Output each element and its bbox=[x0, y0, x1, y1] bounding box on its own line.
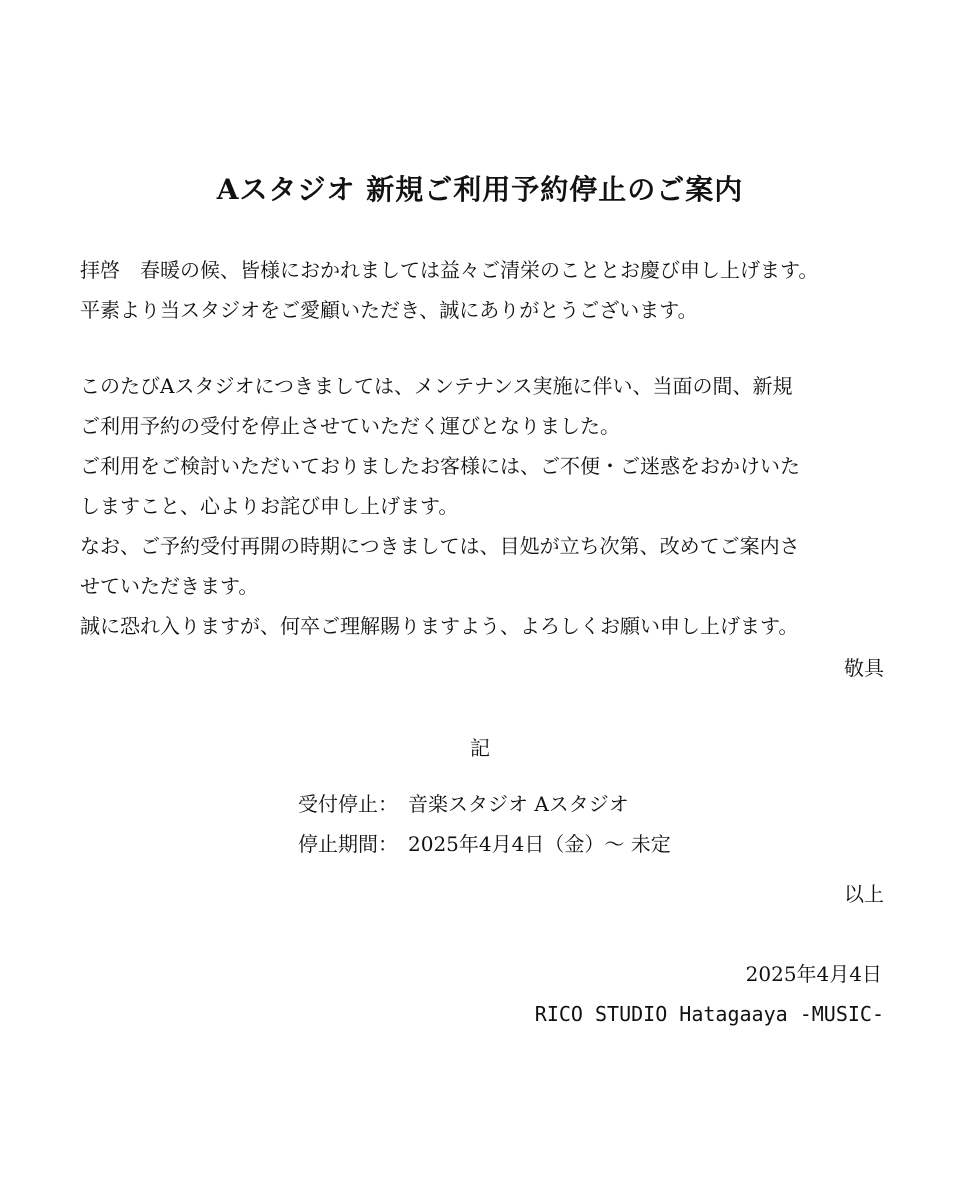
greeting-paragraph bbox=[80, 250, 890, 330]
main-paragraph bbox=[80, 366, 890, 646]
greeting-line: 平素より当スタジオをご愛顧いただき、誠にありがとうございます。 bbox=[80, 298, 698, 322]
body-line: せていただきます。 bbox=[80, 574, 259, 598]
body-line: なお、ご予約受付再開の時期につきましては、目処が立ち次第、改めてご案内さ bbox=[80, 534, 800, 558]
organization-name: RICO STUDIO Hatagaaya -MUSIC- bbox=[534, 1002, 884, 1026]
detail-row-period bbox=[298, 824, 671, 864]
closing-ijo: 以上 bbox=[844, 882, 884, 906]
detail-value: 2025年4月4日（金）〜 未定 bbox=[408, 832, 671, 856]
body-line: ご利用をご検討いただいておりましたお客様には、ご不便・ご迷惑をおかけいた bbox=[80, 454, 800, 478]
closing-keigu: 敬具 bbox=[844, 656, 884, 680]
document-title: Aスタジオ 新規ご利用予約停止のご案内 bbox=[216, 173, 744, 206]
body-line: しますこと、心よりお詫び申し上げます。 bbox=[80, 494, 459, 518]
issue-date: 2025年4月4日 bbox=[745, 962, 882, 986]
detail-row-reception bbox=[298, 784, 671, 824]
detail-label: 停止期間： bbox=[298, 832, 398, 856]
ki-heading: 記 bbox=[470, 736, 490, 760]
detail-label: 受付停止： bbox=[298, 792, 398, 816]
body-line: ご利用予約の受付を停止させていただく運びとなりました。 bbox=[80, 414, 620, 438]
detail-value: 音楽スタジオ Aスタジオ bbox=[408, 792, 629, 816]
body-line: 誠に恐れ入りますが、何卒ご理解賜りますよう、よろしくお願い申し上げます。 bbox=[80, 614, 799, 638]
body-line: このたびAスタジオにつきましては、メンテナンス実施に伴い、当面の間、新規 bbox=[80, 374, 793, 398]
details-list bbox=[298, 784, 671, 864]
greeting-line: 拝啓 春暖の候、皆様におかれましては益々ご清栄のこととお慶び申し上げます。 bbox=[80, 258, 819, 282]
